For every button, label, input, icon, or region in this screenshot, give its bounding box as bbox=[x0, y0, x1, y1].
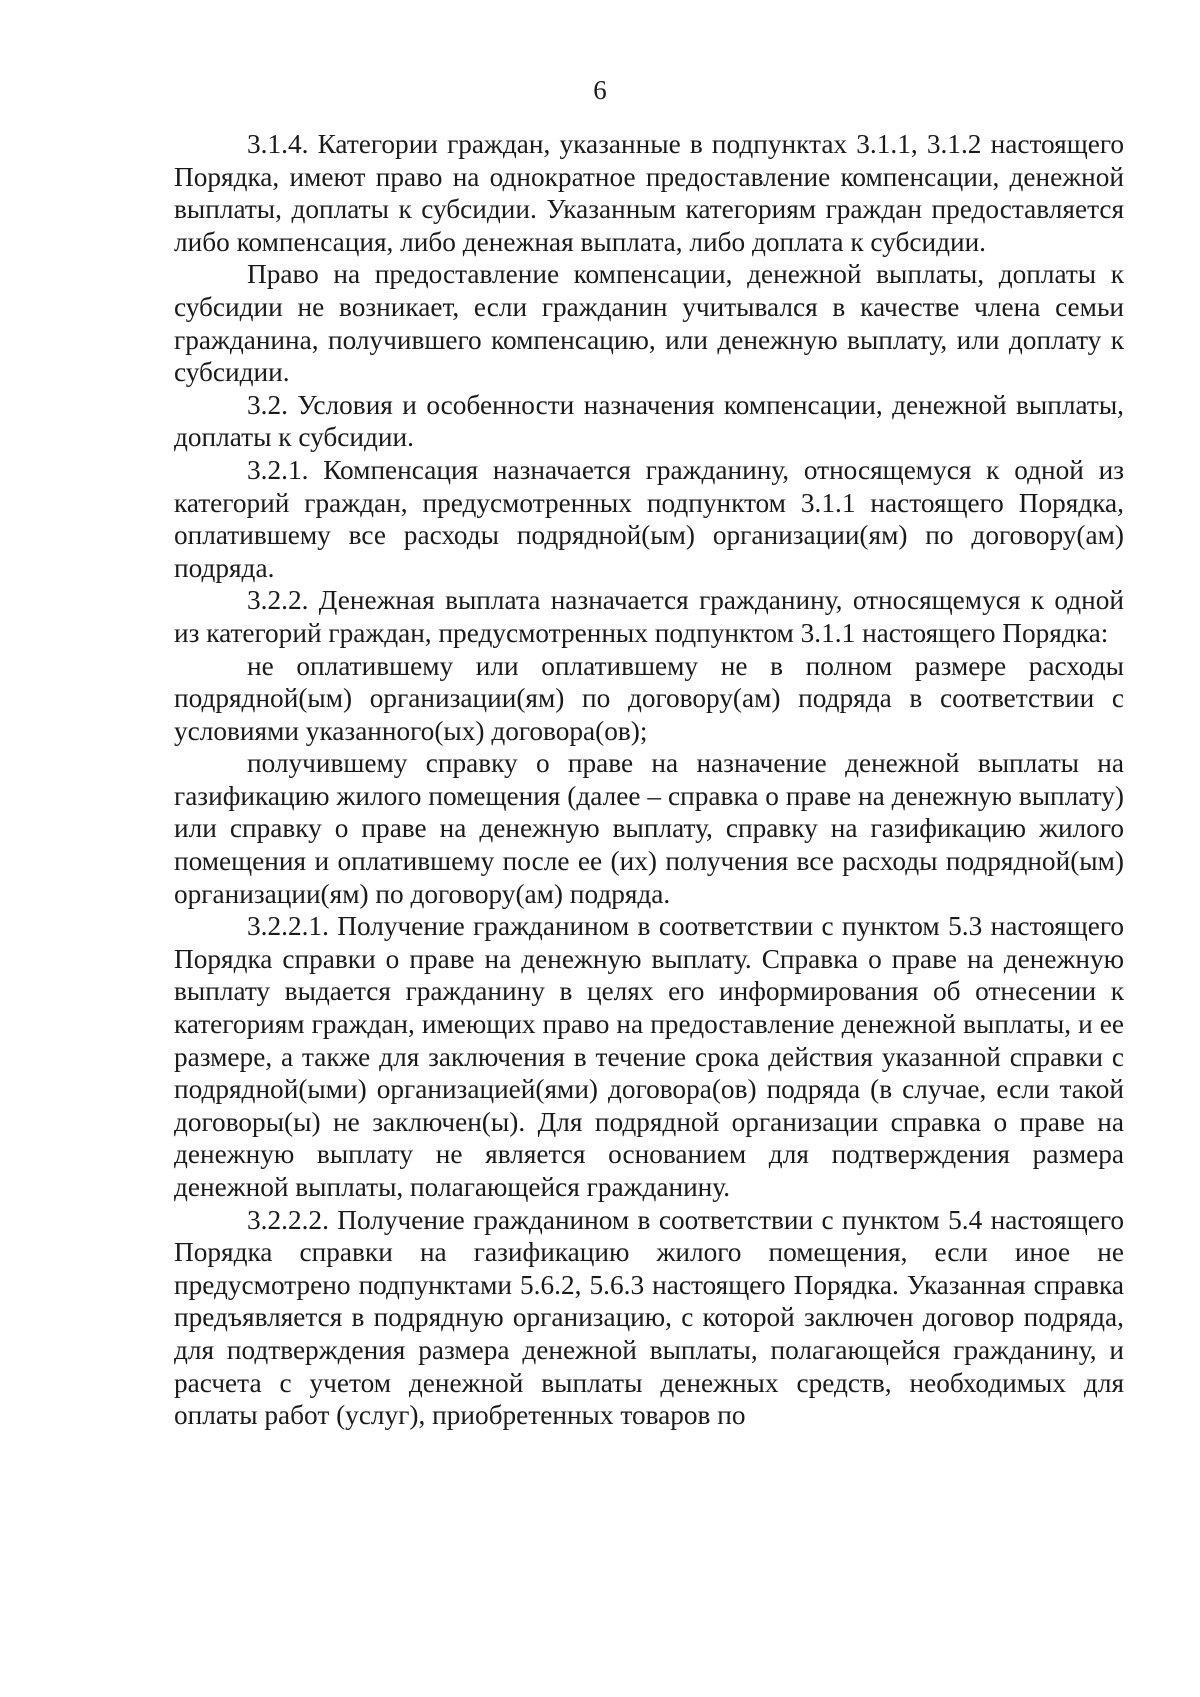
paragraph-3-2-1: 3.2.1. Компенсация назначается гражданину, относящемуся к одной из категорий граждан, предусмотренных подпунктом 3.1.1 настоящего Порядка, оплатившему все расходы подрядной(ым) организации(ям) по договору(ам) подряда. bbox=[174, 454, 1124, 583]
paragraph-received-certificate: получившему справку о праве на назначение денежной выплаты на газификацию жилого помещения (далее – справка о праве на денежную выплату) или справку о праве на денежную выплату, справку на газификацию жилого помещения и оплатившему после ее (их) получения все расходы подрядной(ым) организации(ям) по договору(ам) подряда. bbox=[174, 748, 1124, 909]
paragraph-3-1-4: 3.1.4. Категории граждан, указанные в подпунктах 3.1.1, 3.1.2 настоящего Порядка, имеют право на однократное предоставление компенсации, денежной выплаты, доплаты к субсидии. Указанным категориям граждан предоставляется либо компенсация, либо денежная выплата, либо доплата к субсидии. bbox=[174, 129, 1124, 257]
paragraph-3-2-2-2: 3.2.2.2. Получение гражданином в соответствии с пунктом 5.4 настоящего Порядка справки на газификацию жилого помещения, если иное не предусмотрено подпунктами 5.6.2, 5.6.3 настоящего Порядка. Указанная справка предъявляется в подрядную организацию, с которой заключен договор подряда, для подтверждения размера денежной выплаты, полагающейся гражданину, и расчета с учетом денежной выплаты денежных средств, необходимых для оплаты работ (услуг), приобретенных товаров по bbox=[174, 1204, 1124, 1431]
paragraph-right-exclusion: Право на предоставление компенсации, денежной выплаты, доплаты к субсидии не возникает, если гражданин учитывался в качестве члена семьи гражданина, получившего компенсацию, или денежную выплату, или доплату к субсидии. bbox=[174, 259, 1124, 388]
document-body bbox=[174, 128, 1124, 1432]
paragraph-3-2: 3.2. Условия и особенности назначения компенсации, денежной выплаты, доплаты к субсидии. bbox=[174, 389, 1124, 453]
paragraph-3-2-2: 3.2.2. Денежная выплата назначается гражданину, относящемуся к одной из категорий граждан, предусмотренных подпунктом 3.1.1 настоящего Порядка: bbox=[174, 585, 1124, 648]
page-number: 6 bbox=[593, 75, 607, 105]
paragraph-3-2-2-1: 3.2.2.1. Получение гражданином в соответствии с пунктом 5.3 настоящего Порядка справки о праве на денежную выплату. Справка о праве на денежную выплату выдается гражданину в целях его информирования об отнесении к категориям граждан, имеющих право на предоставление денежной выплаты, и ее размере, а также для заключения в течение срока действия указанной справки с подрядной(ыми) организацией(ями) договора(ов) подряда (в случае, если такой договоры(ы) не заключен(ы). Для подрядной организации справка о праве на денежную выплату не является основанием для подтверждения размера денежной выплаты, полагающейся гражданину. bbox=[174, 911, 1124, 1202]
paragraph-not-paid: не оплатившему или оплатившему не в полном размере расходы подрядной(ым) организации(ям) по договору(ам) подряда в соответствии с условиями указанного(ых) договора(ов); bbox=[174, 650, 1124, 746]
